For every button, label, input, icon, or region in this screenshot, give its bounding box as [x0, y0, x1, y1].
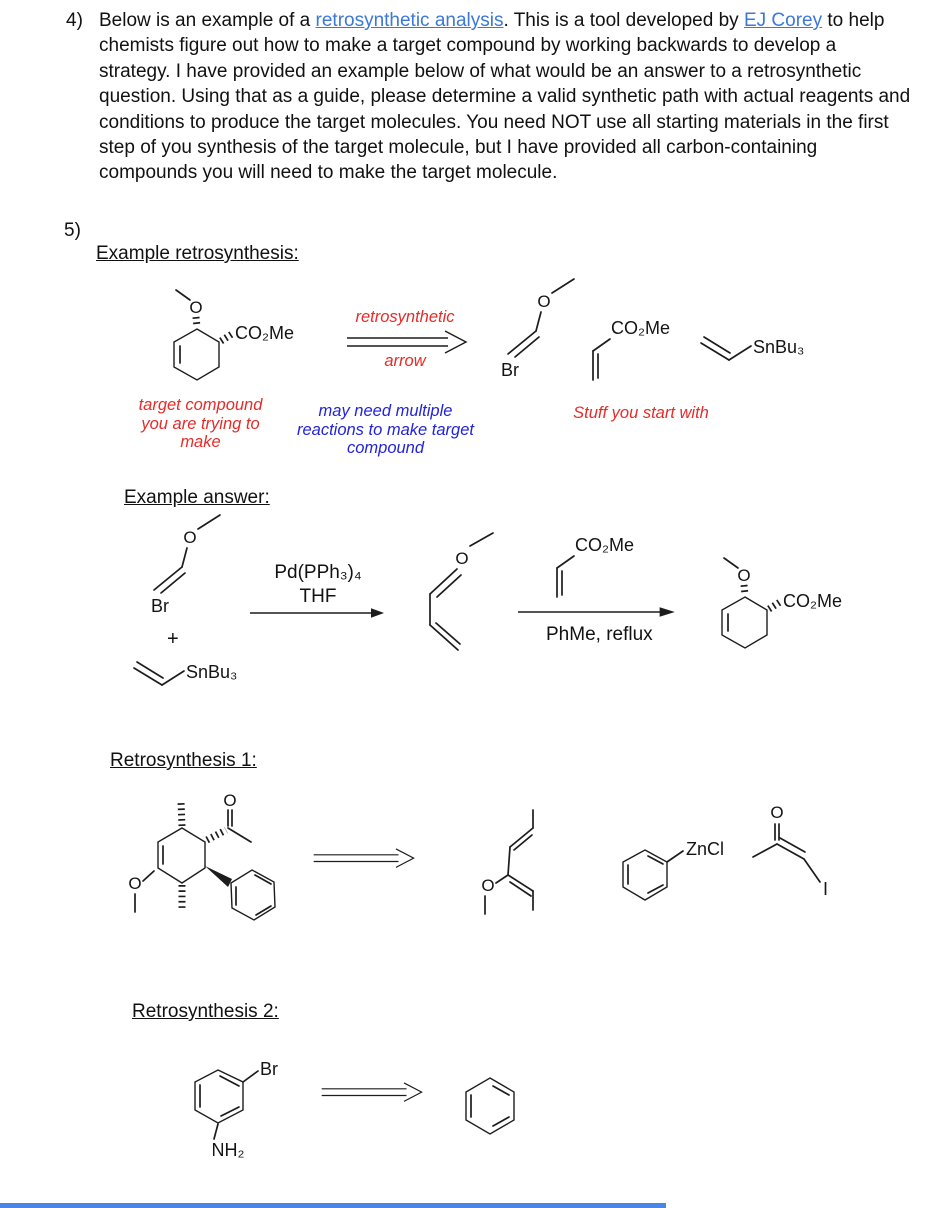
starting-materials-caption: Stuff you start with	[573, 404, 709, 422]
atom-O: O	[223, 791, 237, 810]
molecule-methyl-acrylate	[577, 318, 687, 393]
molecule-phenylzinc-chloride	[602, 822, 742, 917]
retrosynthesis-2-heading: Retrosynthesis 2:	[132, 1001, 279, 1022]
atom-O: O	[128, 874, 142, 893]
retro-arrow-label-bottom: arrow	[384, 352, 426, 370]
retrosynthetic-arrow	[320, 1082, 425, 1104]
molecule-vinyl-stannane	[695, 330, 825, 375]
group-NH2: NH₂	[211, 1140, 245, 1160]
target-compound-caption: target compound you are trying to make	[138, 396, 263, 451]
atom-O: O	[537, 292, 551, 311]
atom-O: O	[481, 876, 495, 895]
example-retrosynthesis-heading: Example retrosynthesis:	[96, 243, 299, 264]
example-answer-heading: Example answer:	[124, 487, 270, 508]
paragraph-text-2: . This is a tool developed by	[503, 10, 744, 31]
group-CO2Me: CO₂Me	[783, 591, 842, 611]
retrosynthesis-1-heading: Retrosynthesis 1:	[110, 750, 257, 771]
atom-Br: Br	[260, 1059, 278, 1079]
plus-sign: +	[167, 628, 179, 650]
reaction-arrow	[518, 604, 676, 620]
group-CO2Me: CO₂Me	[575, 535, 634, 555]
step1-solvent: THF	[299, 586, 337, 607]
molecule-iodo-enone	[748, 792, 863, 907]
item-5-number: 5)	[64, 220, 81, 241]
atom-O: O	[189, 298, 203, 317]
multiple-reactions-caption: may need multiple reactions to make target compound	[296, 402, 474, 457]
group-ZnCl: ZnCl	[686, 839, 725, 859]
step2-solvent: PhMe, reflux	[546, 624, 653, 645]
molecule-retro1-methoxy-diene	[470, 788, 550, 918]
molecule-benzene	[455, 1058, 530, 1143]
molecule-bromo-enol-ether	[486, 271, 586, 386]
link-ej-corey[interactable]: EJ Corey	[743, 10, 823, 31]
group-CO2Me: CO₂Me	[611, 318, 670, 338]
molecule-methyl-acrylate	[541, 535, 651, 610]
group-SnBu3: SnBu₃	[186, 662, 238, 682]
bottom-blue-bar	[0, 1203, 666, 1208]
item-4-number: 4)	[66, 10, 83, 31]
step1-reagent: Pd(PPh₃)₄	[274, 562, 362, 583]
molecule-example-product	[688, 538, 863, 663]
retro-arrow-label-top: retrosynthetic	[355, 308, 455, 326]
atom-Br: Br	[501, 360, 519, 380]
retrosynthetic-arrow	[312, 848, 417, 870]
molecule-bromoaniline	[170, 1045, 300, 1170]
atom-I: I	[823, 879, 829, 899]
group-SnBu3: SnBu₃	[753, 337, 805, 357]
atom-O: O	[737, 566, 751, 585]
group-CO2Me: CO₂Me	[235, 323, 294, 343]
reaction-arrow	[250, 605, 385, 621]
molecule-example-target	[140, 270, 315, 395]
molecule-methoxybutadiene	[408, 528, 508, 663]
question-paragraph	[99, 8, 912, 186]
molecule-vinyl-stannane	[128, 655, 258, 700]
atom-O: O	[183, 528, 197, 547]
paragraph-text-3: to help chemists figure out how to make a target compound by working backwards to develop a strategy. I have provided an example below of what would be an answer to a retrosynthetic question. Using that as a guide, please determine a valid synthetic path with actual reagents and conditions to produce the target molecules. You need NOT use all starting materials in the first step of you synthesis of the target molecule, but I have provided all carbon-containing compounds you will need to make the target molecule.	[99, 10, 911, 184]
molecule-retro1-target	[103, 782, 303, 952]
atom-O: O	[770, 803, 784, 822]
paragraph-text-1: Below is an example of a	[99, 10, 316, 31]
atom-Br: Br	[151, 596, 169, 616]
atom-O: O	[455, 549, 469, 568]
molecule-bromo-enol-ether	[132, 507, 232, 622]
link-retrosynthetic-analysis[interactable]: retrosynthetic analysis	[315, 10, 504, 31]
